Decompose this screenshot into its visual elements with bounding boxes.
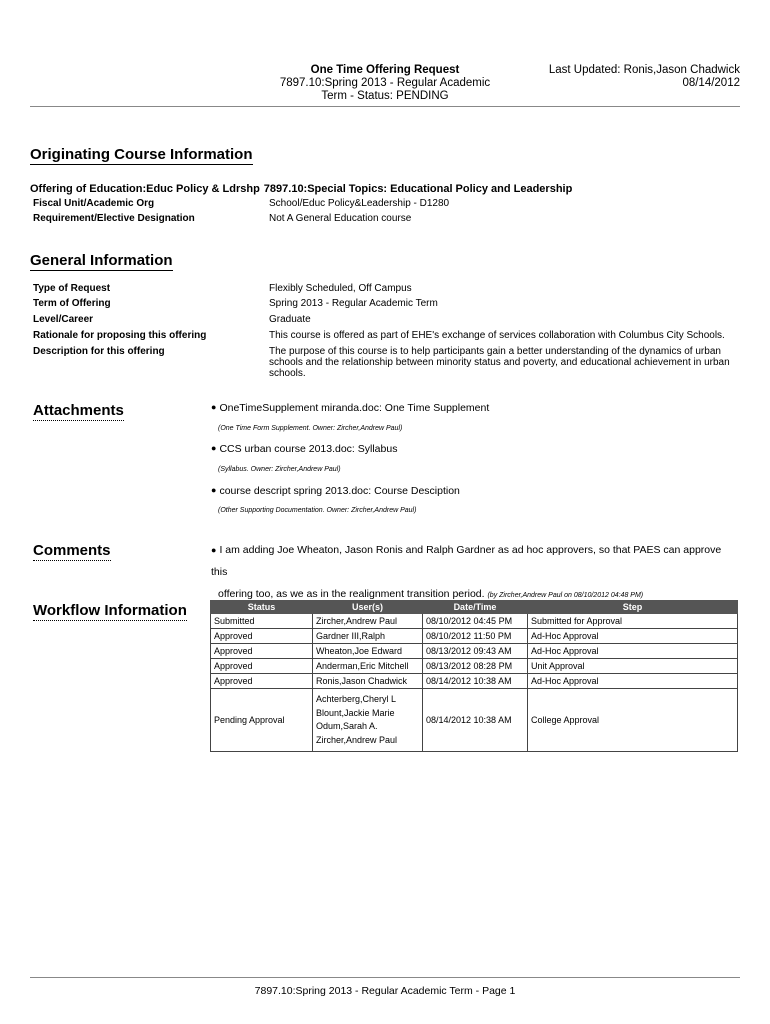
attachment-name[interactable]: course descript spring 2013.doc: Course Desciption (219, 485, 460, 497)
table-row (211, 614, 738, 629)
status-cell: Approved (211, 629, 313, 644)
description-label: Description for this offering (33, 346, 165, 357)
table-row-pending (211, 689, 738, 752)
status-cell: Submitted (211, 614, 313, 629)
page-footer: 7897.10:Spring 2013 - Regular Academic Term - Page 1 (254, 985, 516, 997)
general-section-title: General Information (30, 252, 173, 269)
type-of-request-value: Flexibly Scheduled, Off Campus (269, 283, 412, 294)
table-row (211, 659, 738, 674)
step-cell: Unit Approval (528, 659, 738, 674)
attachment-note: (Syllabus. Owner: Zircher,Andrew Paul) (218, 466, 341, 473)
bullet-icon: ● (211, 485, 217, 495)
requirement-label: Requirement/Elective Designation (33, 213, 195, 224)
col-step: Step (528, 601, 738, 614)
datetime-cell: 08/10/2012 11:50 PM (423, 629, 528, 644)
pending-user: Blount,Jackie Marie (316, 707, 395, 718)
request-term: 7897.10:Spring 2013 - Regular Academic (279, 77, 491, 89)
status-cell: Pending Approval (211, 689, 313, 752)
datetime-cell: 08/13/2012 09:43 AM (423, 644, 528, 659)
table-row (211, 674, 738, 689)
attachment-note: (Other Supporting Documentation. Owner: Zircher,Andrew Paul) (218, 507, 417, 514)
users-cell (313, 689, 423, 752)
offering-label: Offering of Education:Educ Policy & Ldrshp (30, 183, 260, 195)
type-of-request-label: Type of Request (33, 283, 111, 294)
step-cell: Submitted for Approval (528, 614, 738, 629)
header-right (549, 64, 740, 90)
comment-line-2: offering too, as we as in the realignment transition period. (by Zircher,Andrew Paul on 08/10/2012 04:48 PM) (218, 588, 644, 600)
col-users: User(s) (313, 601, 423, 614)
col-datetime: Date/Time (423, 601, 528, 614)
workflow-table (210, 600, 738, 752)
table-row (211, 629, 738, 644)
requirement-value: Not A General Education course (269, 213, 412, 224)
users-cell: Zircher,Andrew Paul (313, 614, 423, 629)
fiscal-unit-value: School/Educ Policy&Leadership - D1280 (269, 198, 450, 209)
workflow-header-row (211, 601, 738, 614)
users-cell: Wheaton,Joe Edward (313, 644, 423, 659)
bullet-icon: ● (211, 402, 217, 412)
last-updated: Last Updated: Ronis,Jason Chadwick (548, 64, 740, 76)
pending-user: Odum,Sarah A. (316, 721, 378, 731)
request-status: Term - Status: PENDING (321, 90, 449, 102)
level-career-value: Graduate (269, 314, 311, 325)
term-of-offering-label: Term of Offering (33, 298, 111, 309)
attachment-name[interactable]: OneTimeSupplement miranda.doc: One Time Supplement (219, 402, 490, 414)
step-cell: Ad-Hoc Approval (528, 674, 738, 689)
description-value: The purpose of this course is to help participants gain a better understanding of the dynamics of urban schools and the relationship between minority status and poverty, and educational achievement in urban schools. (269, 346, 730, 379)
header-center (250, 64, 520, 103)
offering-header (30, 183, 576, 195)
attachment-item[interactable] (211, 485, 460, 497)
rationale-label: Rationale for proposing this offering (33, 330, 207, 341)
step-cell: Ad-Hoc Approval (528, 644, 738, 659)
attachment-item[interactable] (211, 443, 397, 455)
attachment-name[interactable]: CCS urban course 2013.doc: Syllabus (219, 443, 398, 455)
status-cell: Approved (211, 644, 313, 659)
attachment-note: (One Time Form Supplement. Owner: Zircher,Andrew Paul) (218, 425, 403, 432)
pending-user: Zircher,Andrew Paul (316, 734, 398, 745)
comment-byline: (by Zircher,Andrew Paul on 08/10/2012 04:48 PM) (487, 592, 644, 599)
datetime-cell: 08/13/2012 08:28 PM (423, 659, 528, 674)
header-divider (30, 106, 740, 107)
workflow-section-title: Workflow Information (33, 602, 187, 619)
users-cell: Ronis,Jason Chadwick (313, 674, 423, 689)
offering-title: 7897.10:Special Topics: Educational Policy and Leadership (263, 183, 573, 195)
request-title: One Time Offering Request (310, 64, 460, 76)
rationale-value: This course is offered as part of EHE's exchange of services collaboration with Columbus City Schools. (269, 330, 725, 341)
updated-date: 08/14/2012 (682, 77, 740, 89)
users-cell: Gardner III,Ralph (313, 629, 423, 644)
col-status: Status (211, 601, 313, 614)
fiscal-unit-label: Fiscal Unit/Academic Org (33, 198, 155, 209)
attachment-item[interactable] (211, 402, 489, 414)
originating-section-title: Originating Course Information (30, 146, 253, 163)
level-career-label: Level/Career (33, 314, 94, 325)
pending-user: Achterberg,Cheryl L (316, 694, 397, 704)
comment-body (211, 539, 731, 607)
footer-divider (30, 977, 740, 978)
bullet-icon: ● (211, 545, 217, 555)
table-row (211, 644, 738, 659)
datetime-cell: 08/14/2012 10:38 AM (423, 689, 528, 752)
status-cell: Approved (211, 674, 313, 689)
status-cell: Approved (211, 659, 313, 674)
comment-line-1: ● I am adding Joe Wheaton, Jason Ronis and Ralph Gardner as ad hoc approvers, so that PAES can approve this (211, 544, 722, 578)
step-cell: Ad-Hoc Approval (528, 629, 738, 644)
datetime-cell: 08/10/2012 04:45 PM (423, 614, 528, 629)
comments-section-title: Comments (33, 542, 111, 559)
attachments-section-title: Attachments (33, 402, 124, 419)
step-cell: College Approval (528, 689, 738, 752)
users-cell: Anderman,Eric Mitchell (313, 659, 423, 674)
bullet-icon: ● (211, 443, 217, 453)
datetime-cell: 08/14/2012 10:38 AM (423, 674, 528, 689)
term-of-offering-value: Spring 2013 - Regular Academic Term (269, 298, 438, 309)
